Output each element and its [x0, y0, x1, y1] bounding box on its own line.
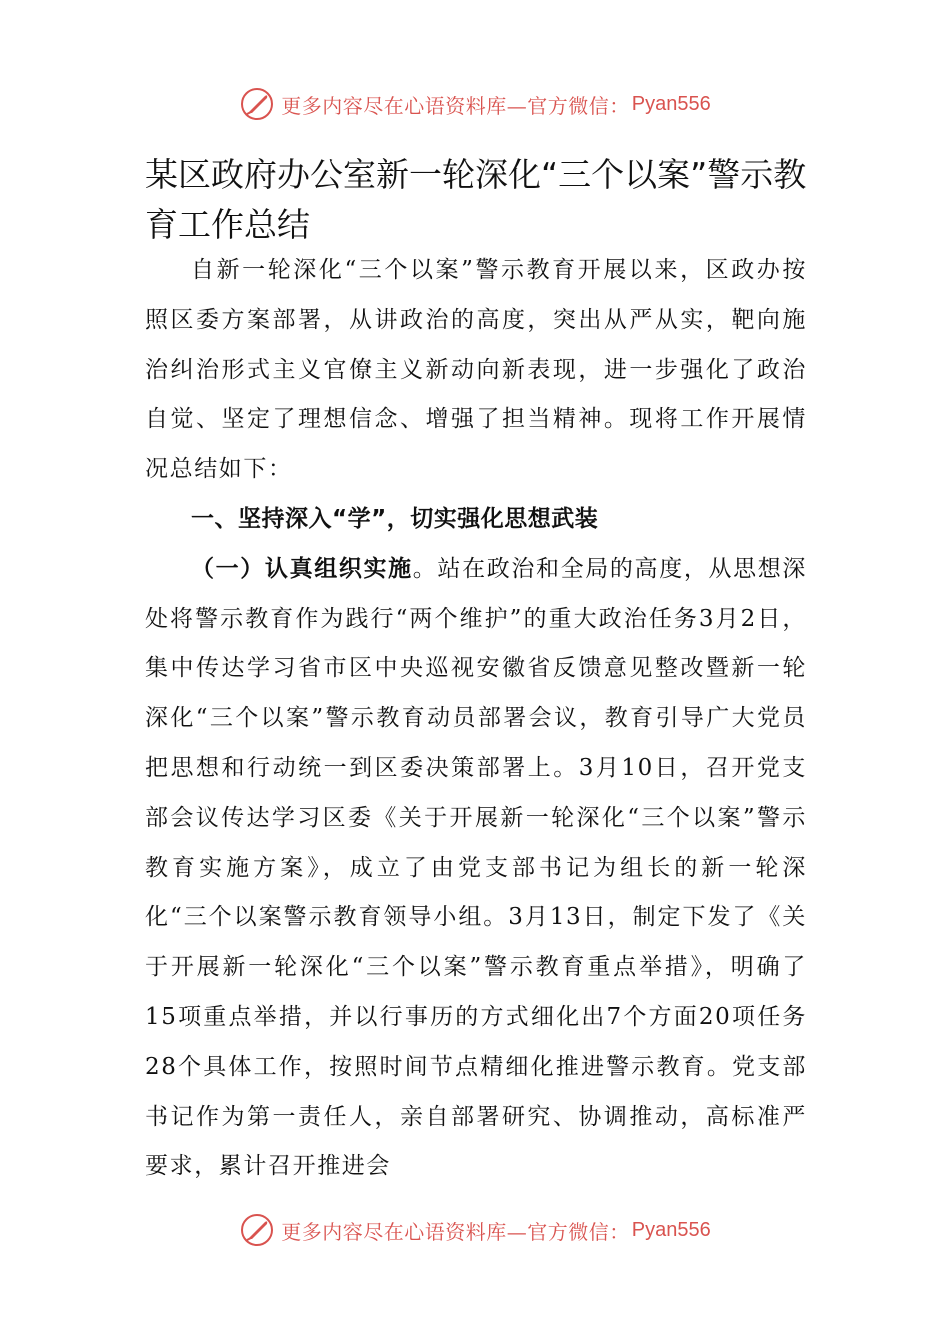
watermark-header	[0, 84, 950, 124]
quill-logo-icon	[239, 86, 275, 122]
watermark-wechat-id: Pyan556	[631, 92, 711, 115]
watermark-text: 更多内容尽在心语资料库—官方微信：	[281, 93, 630, 118]
paragraph-1-body: 。站在政治和全局的高度，从思想深处将警示教育作为践行“两个维护”的重大政治任务3月2日，集中传达学习省市区中央巡视安徽省反馈意见整改暨新一轮深化“三个以案”警示教育动员部署会议，教育引导广大党员把思想和行动统一到区委决策部署上。3月10日，召开党支部会议传达学习区委《关于开展新一轮深化“三个以案”警示教育实施方案》，成立了由党支部书记为组长的新一轮深化“三个以案警示教育领导小组。3月13日，制定下发了《关于开展新一轮深化“三个以案”警示教育重点举措》，明确了15项重点举措，并以行事历的方式细化出7个方面20项任务28个具体工作，按照时间节点精细化推进警示教育。党支部书记作为第一责任人，亲自部署研究、协调推动，高标准严要求，累计召开推进会	[145, 555, 807, 1180]
document-title: 某区政府办公室新一轮深化“三个以案”警示教育工作总结	[145, 155, 807, 244]
watermark-text: 更多内容尽在心语资料库—官方微信：	[281, 1219, 630, 1244]
paragraph-1-lead: （一）认真组织实施	[191, 555, 413, 582]
document-body	[145, 246, 807, 1192]
paragraph-1	[145, 545, 807, 1192]
section-heading-1: 一、坚持深入“学”，切实强化思想武装	[191, 505, 599, 532]
watermark-footer	[0, 1210, 950, 1250]
watermark-wechat-id: Pyan556	[631, 1218, 711, 1241]
intro-paragraph: 自新一轮深化“三个以案”警示教育开展以来，区政办按照区委方案部署，从讲政治的高度，突出从严从实，靶向施治纠治形式主义官僚主义新动向新表现，进一步强化了政治自觉、坚定了理想信念、增强了担当精神。现将工作开展情况总结如下：	[145, 257, 807, 483]
quill-logo-icon	[239, 1212, 275, 1248]
